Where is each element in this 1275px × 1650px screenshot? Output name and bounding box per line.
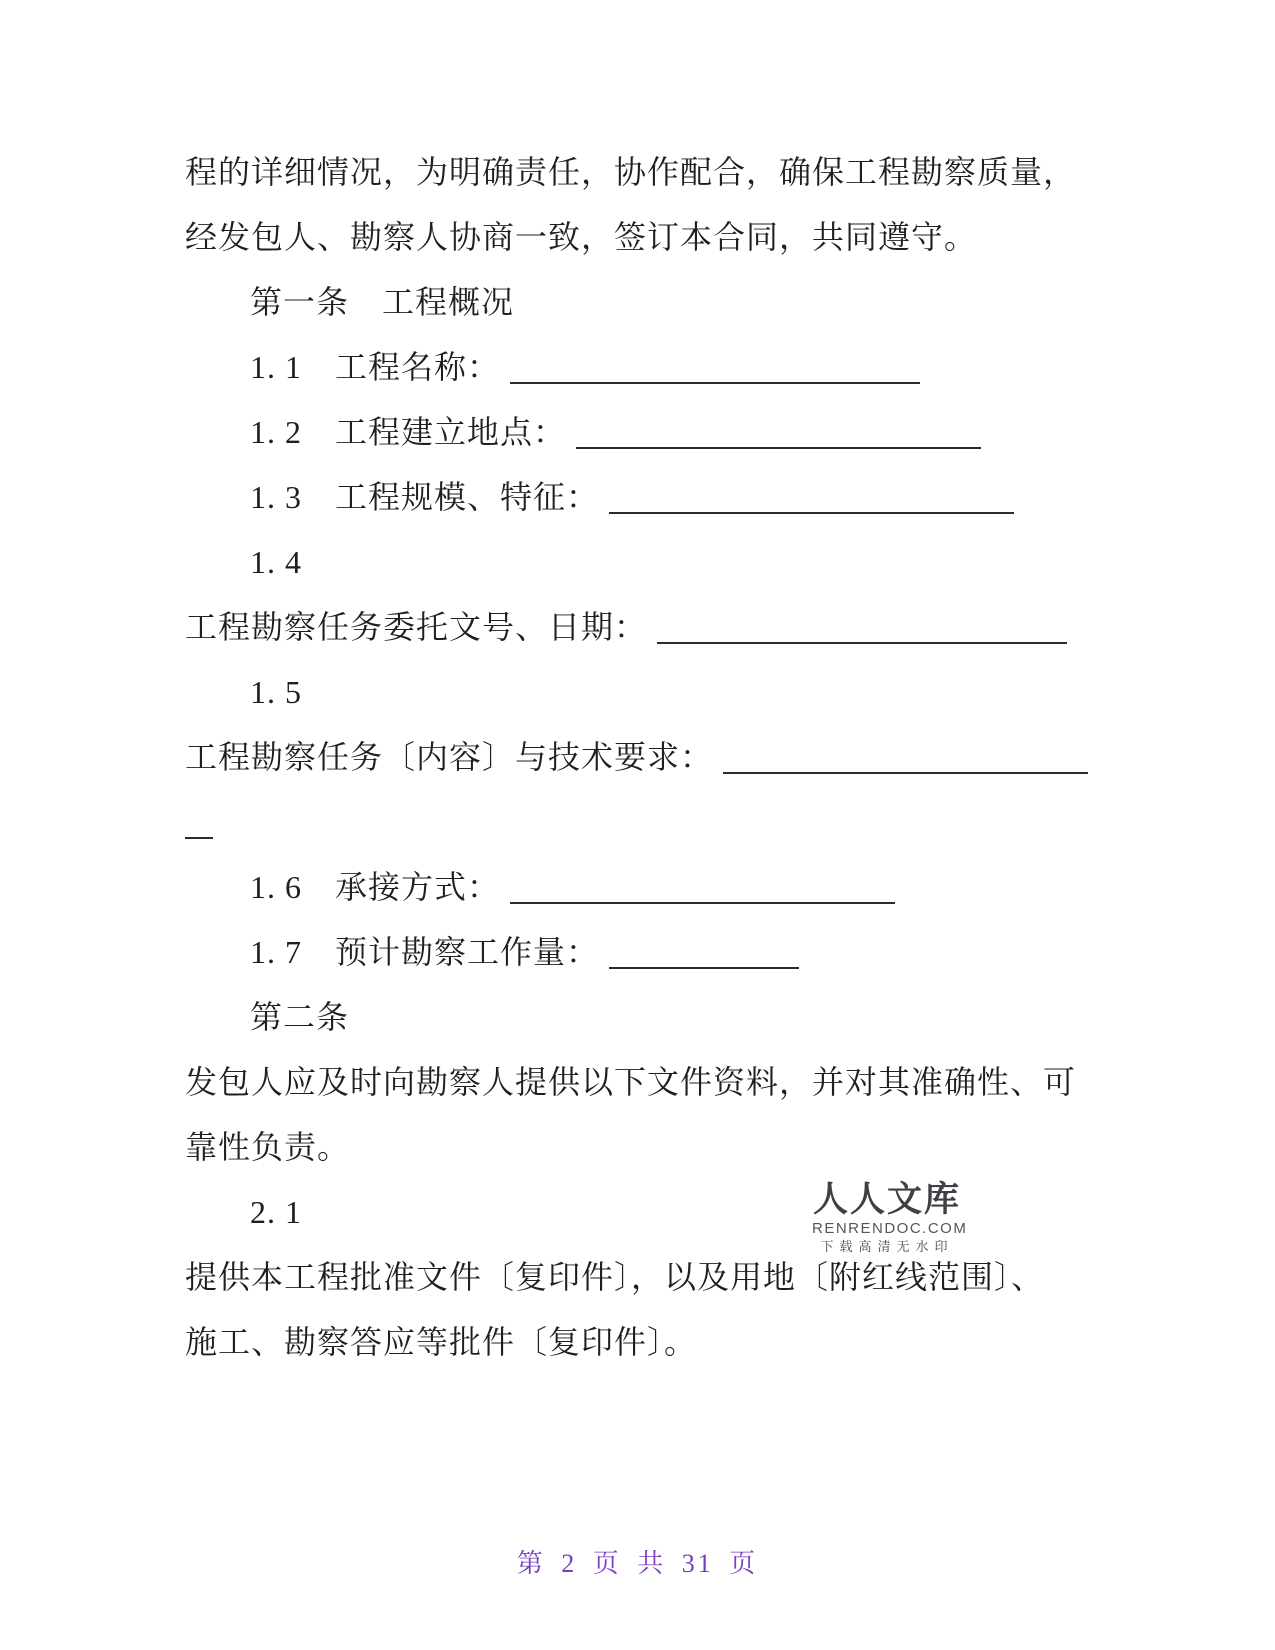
paragraph-line — [185, 1115, 1105, 1180]
watermark-domain: RENRENDOC.COM — [812, 1220, 968, 1237]
item-number: 1. 4 — [250, 544, 302, 580]
body-text: 程的详细情况，为明确责任，协作配合，确保工程勘察质量， — [185, 154, 1077, 190]
item-1-4-commission-doc — [185, 595, 1105, 660]
project-location-blank — [576, 415, 981, 449]
item-2-1-number — [185, 1180, 1105, 1245]
body-text: 发包人应及时向勘察人提供以下文件资料，并对其准确性、可 — [185, 1064, 1077, 1100]
clause-1-heading — [185, 270, 1105, 335]
item-label: 1. 7 预计勘察工作量： — [250, 934, 600, 970]
item-1-7-estimated-workload — [185, 920, 1105, 985]
item-label: 1. 1 工程名称： — [250, 349, 501, 385]
renrendoc-watermark — [812, 1180, 968, 1254]
item-1-6-undertake-mode — [185, 855, 1105, 920]
heading-text: 第二条 — [250, 999, 350, 1035]
item-1-5-number — [185, 660, 1105, 725]
item-label: 1. 6 承接方式： — [250, 869, 501, 905]
continuation-blank-line — [185, 790, 1105, 855]
estimated-workload-blank — [609, 935, 799, 969]
paragraph-line — [185, 140, 1105, 205]
contract-body — [185, 140, 1105, 1375]
item-1-4-number — [185, 530, 1105, 595]
clause-2-heading — [185, 985, 1105, 1050]
item-1-2-project-location — [185, 400, 1105, 465]
undertake-mode-blank — [510, 870, 895, 904]
heading-text: 第一条 工程概况 — [250, 284, 515, 320]
item-1-5-task-requirements — [185, 725, 1105, 790]
project-name-blank — [510, 350, 920, 384]
body-text: 靠性负责。 — [185, 1129, 351, 1165]
paragraph-line — [185, 205, 1105, 270]
item-label: 工程勘察任务委托文号、日期： — [185, 609, 648, 645]
paragraph-line — [185, 1245, 1105, 1310]
project-scale-blank — [609, 480, 1014, 514]
body-text: 经发包人、勘察人协商一致，签订本合同，共同遵守。 — [185, 219, 978, 255]
continuation-blank — [185, 805, 213, 839]
task-requirements-blank — [723, 740, 1088, 774]
paragraph-line — [185, 1310, 1105, 1375]
body-text: 施工、勘察答应等批件〔复印件〕。 — [185, 1324, 698, 1360]
commission-doc-blank — [657, 610, 1067, 644]
item-number: 2. 1 — [250, 1194, 302, 1230]
watermark-logo-text: 人人文库 — [812, 1180, 961, 1219]
paragraph-line — [185, 1050, 1105, 1115]
body-text: 提供本工程批准文件〔复印件〕，以及用地〔附红线范围〕、 — [185, 1259, 1045, 1295]
item-number: 1. 5 — [250, 674, 302, 710]
page-number: 第 2 页 共 31 页 — [516, 1549, 759, 1578]
item-label: 1. 3 工程规模、特征： — [250, 479, 600, 515]
watermark-tagline: 下载高清无水印 — [820, 1239, 954, 1254]
item-1-3-project-scale — [185, 465, 1105, 530]
item-label: 工程勘察任务〔内容〕与技术要求： — [185, 739, 714, 775]
item-1-1-project-name — [185, 335, 1105, 400]
item-label: 1. 2 工程建立地点： — [250, 414, 567, 450]
